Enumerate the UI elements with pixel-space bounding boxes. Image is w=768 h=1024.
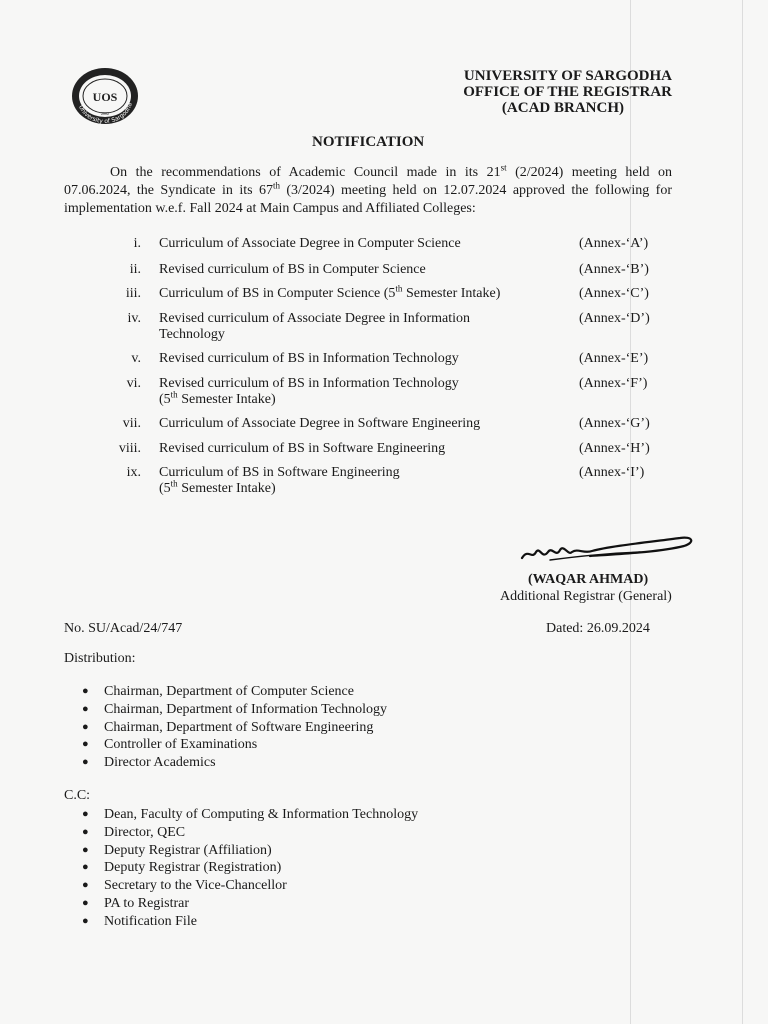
item-number: vi. <box>126 376 141 391</box>
letterhead-line-2: OFFICE OF THE REGISTRAR <box>463 84 672 100</box>
bullet-icon: ● <box>82 825 89 838</box>
seal-ring-text: University of Sargodha <box>77 101 134 126</box>
distribution-item: Director Academics <box>104 755 216 771</box>
item-number: ii. <box>129 262 141 277</box>
list-item <box>80 806 418 824</box>
item-line2-post: Semester Intake) <box>177 481 276 496</box>
bullet-icon: ● <box>82 879 89 892</box>
seal-year: 2002 <box>101 111 109 116</box>
list-item <box>80 683 387 701</box>
list-item <box>80 913 418 931</box>
intro-paragraph <box>64 164 672 218</box>
item-text: Revised curriculum of BS in Computer Science <box>159 262 426 277</box>
item-text: Revised curriculum of BS in Software Engineering <box>159 441 446 456</box>
item-number: ix. <box>126 465 141 480</box>
signer-title: Additional Registrar (General) <box>500 589 672 604</box>
cc-item: Dean, Faculty of Computing & Information Technology <box>104 807 419 822</box>
letterhead <box>463 68 672 116</box>
letterhead-line-1: UNIVERSITY OF SARGODHA <box>463 68 672 84</box>
cc-item: Deputy Registrar (Registration) <box>104 860 282 876</box>
reference-number: No. SU/Acad/24/747 <box>64 621 183 636</box>
signer-name: (WAQAR AHMAD) <box>528 572 649 587</box>
para-part-2: (2/2024) meeting held on 07.06.2024, the Syndicate in its 67 <box>64 165 672 198</box>
item-sup: th <box>395 283 403 294</box>
list-item <box>80 701 387 719</box>
item-number: i. <box>133 236 141 251</box>
cc-item: Director, QEC <box>104 824 186 840</box>
para-part-3: (3/2024) meeting held on 12.07.2024 approved the following for implementation w.e.f. Fall 2024 at Main Campus and Affiliated Colleges: <box>64 183 673 216</box>
item-text: Curriculum of Associate Degree in Software Engineering <box>159 416 481 431</box>
item-number: iv. <box>127 311 141 326</box>
item-number: v. <box>131 351 141 366</box>
item-annex: (Annex-‘F’) <box>579 376 648 391</box>
distribution-item: Chairman, Department of Computer Science <box>104 684 354 699</box>
item-annex: (Annex-‘G’) <box>579 416 650 431</box>
list-item <box>80 877 418 895</box>
item-text <box>159 376 559 408</box>
list-item <box>80 719 387 737</box>
bullet-icon: ● <box>82 914 89 927</box>
item-text-main: Curriculum of BS in Computer Science (5 <box>159 286 396 301</box>
cc-item: Notification File <box>104 913 197 929</box>
list-item <box>80 895 418 913</box>
item-sup: th <box>170 478 178 489</box>
item-text-main: Revised curriculum of BS in Information Technology <box>159 376 459 391</box>
item-text: Revised curriculum of Associate Degree in Information Technology <box>159 311 471 342</box>
item-line2-pre: (5 <box>159 392 171 407</box>
bullet-icon: ● <box>82 861 89 874</box>
bullet-icon: ● <box>82 685 89 697</box>
distribution-item: Chairman, Department of Information Technology <box>104 701 387 717</box>
list-item <box>80 842 418 860</box>
list-item <box>80 736 387 754</box>
item-annex: (Annex-‘E’) <box>579 351 649 366</box>
para-sup-1: st <box>500 162 507 173</box>
list-item <box>80 754 387 772</box>
bullet-icon: ● <box>82 896 89 909</box>
item-annex: (Annex-‘I’) <box>579 465 645 480</box>
bullet-icon: ● <box>82 756 89 769</box>
item-text <box>159 465 559 497</box>
distribution-item: Controller of Examinations <box>104 737 258 753</box>
bullet-icon: ● <box>82 738 89 751</box>
scan-edge-line <box>742 0 743 1024</box>
distribution-item: Chairman, Department of Software Engineering <box>104 719 374 735</box>
signature-scribble <box>520 526 700 576</box>
list-item <box>80 859 418 877</box>
item-line2-pre: (5 <box>159 481 171 496</box>
bullet-icon: ● <box>82 720 89 733</box>
item-text: Revised curriculum of BS in Information Technology <box>159 351 459 366</box>
item-number: viii. <box>118 441 141 456</box>
item-number: iii. <box>125 286 141 301</box>
item-sup: th <box>170 389 178 400</box>
item-annex: (Annex-‘D’) <box>579 311 650 326</box>
bullet-icon: ● <box>82 843 89 856</box>
cc-label: C.C: <box>64 788 91 803</box>
item-text-after: Semester Intake) <box>402 286 501 301</box>
issue-date: Dated: 26.09.2024 <box>546 621 650 636</box>
para-part-1: On the recommendations of Academic Council made in its 21 <box>110 165 501 180</box>
list-item <box>80 824 418 842</box>
item-annex: (Annex-‘A’) <box>579 236 649 251</box>
letterhead-line-3: (ACAD BRANCH) <box>501 100 624 116</box>
cc-list <box>80 806 418 931</box>
bullet-icon: ● <box>82 702 89 715</box>
cc-item: PA to Registrar <box>104 895 190 911</box>
seal-initials: UOS <box>92 90 118 104</box>
document-title: NOTIFICATION <box>312 134 425 150</box>
item-annex: (Annex-‘B’) <box>579 262 649 277</box>
item-annex: (Annex-‘C’) <box>579 286 649 301</box>
item-text <box>159 283 559 302</box>
cc-item: Deputy Registrar (Affiliation) <box>104 842 272 858</box>
item-text-main: Curriculum of BS in Software Engineering <box>159 465 400 480</box>
item-line2-post: Semester Intake) <box>177 392 276 407</box>
item-text: Curriculum of Associate Degree in Computer Science <box>159 236 461 251</box>
bullet-icon: ● <box>82 808 89 820</box>
item-annex: (Annex-‘H’) <box>579 441 650 456</box>
cc-item: Secretary to the Vice-Chancellor <box>104 878 287 894</box>
item-number: vii. <box>122 416 141 431</box>
scan-edge-line <box>630 0 631 1024</box>
distribution-list <box>80 683 387 772</box>
distribution-label: Distribution: <box>64 651 136 666</box>
university-seal-logo <box>70 66 140 126</box>
para-sup-2: th <box>272 180 280 191</box>
